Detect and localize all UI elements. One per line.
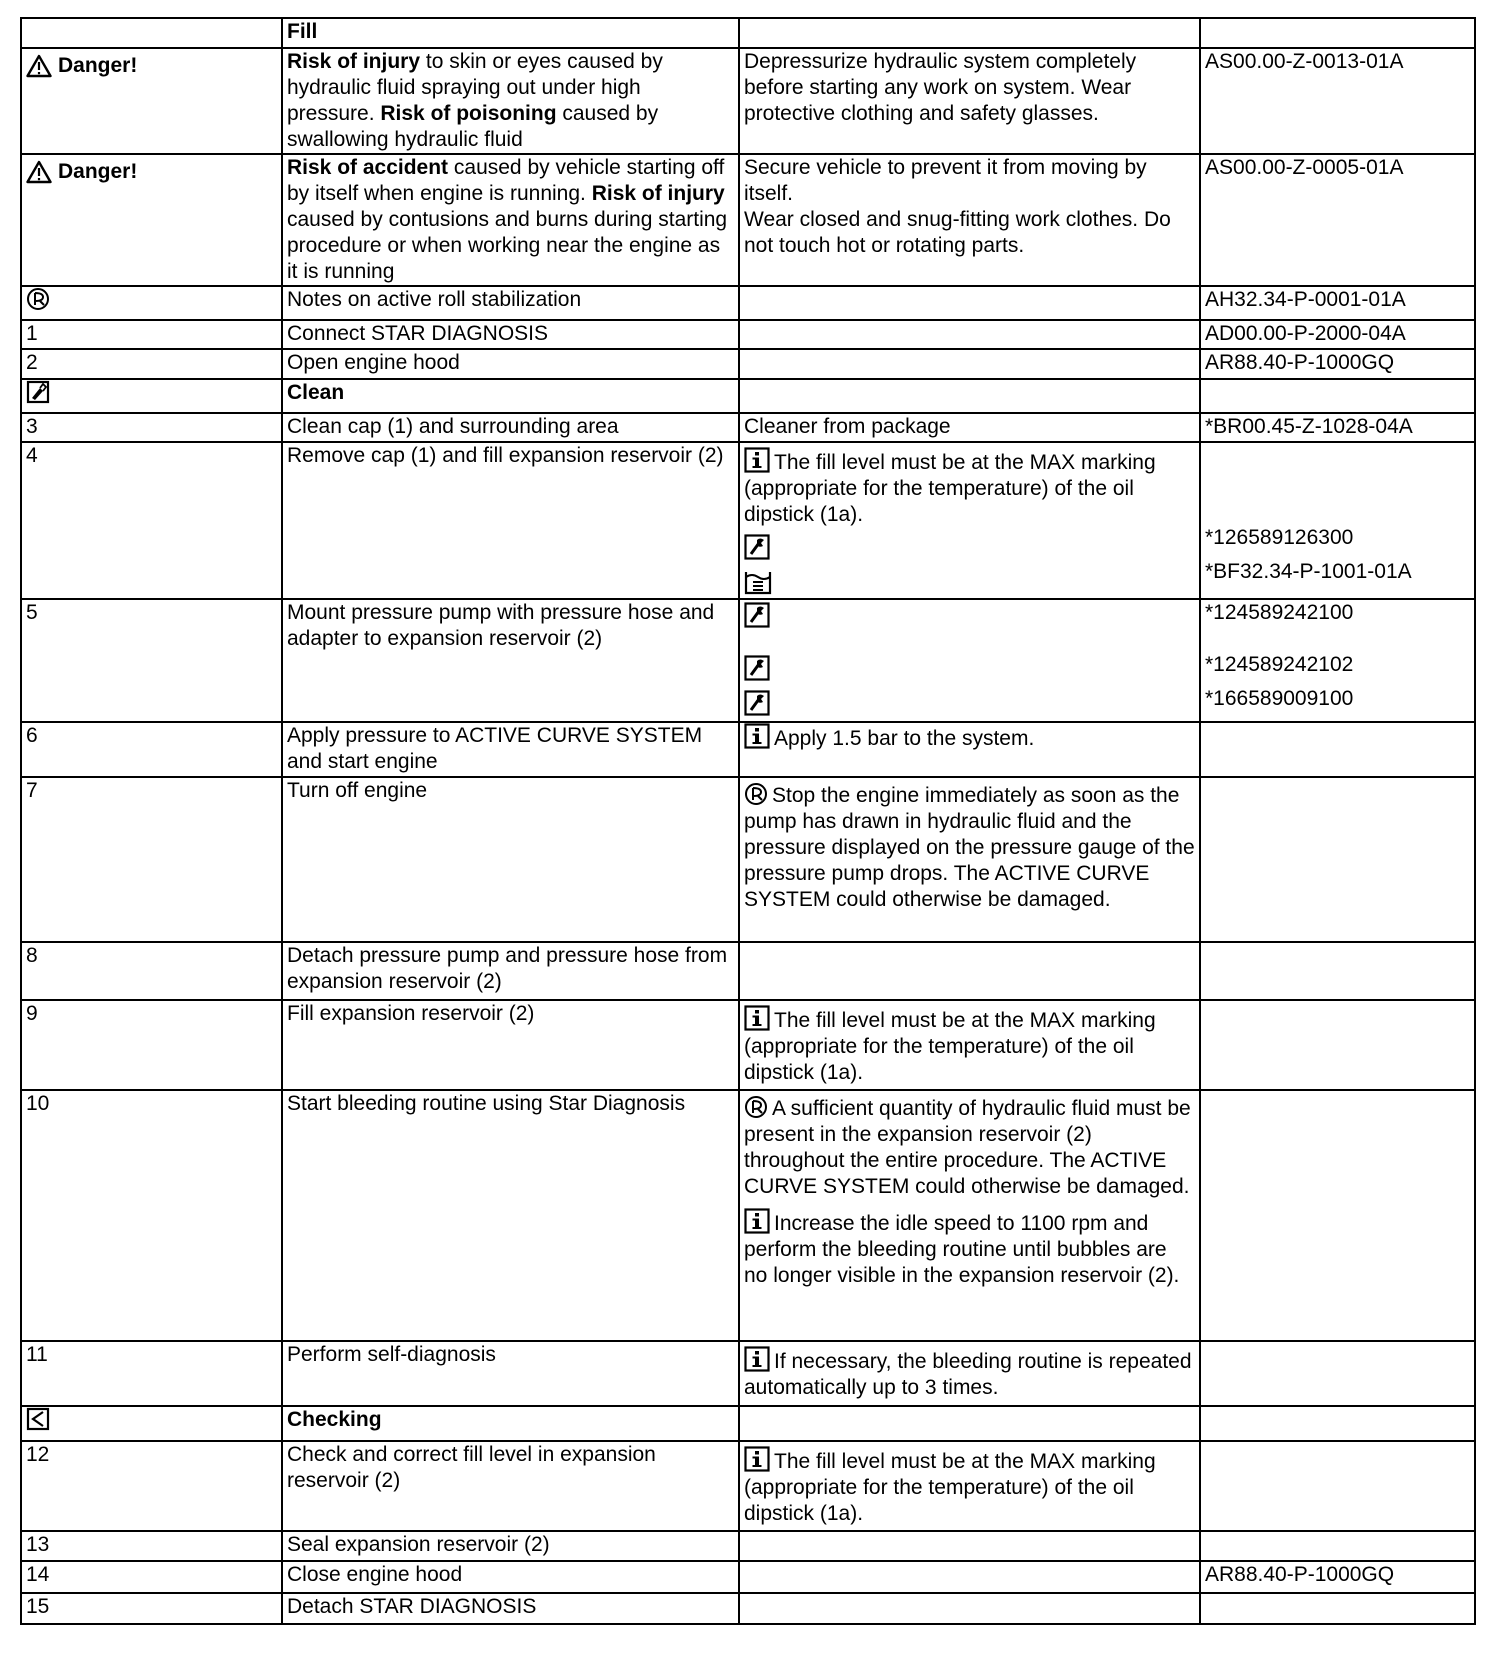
step-note: The fill level must be at the MAX marking (appropriate for the temperature) of the oil dipstick (1a). (744, 1450, 1156, 1525)
section-title-checking: Checking (282, 1406, 739, 1441)
step-number: 7 (21, 777, 282, 942)
cleaning-symbol-icon (26, 380, 50, 404)
step-row (21, 1090, 1475, 1341)
step-text: Check and correct fill level in expansion reservoir (2) (282, 1441, 739, 1531)
step-number: 4 (21, 442, 282, 599)
step-number: 5 (21, 599, 282, 722)
reference-code: AH32.34-P-0001-01A (1200, 286, 1475, 320)
reference-code: *BF32.34-P-1001-01A (1205, 560, 1412, 583)
special-tool-icon (744, 655, 770, 681)
step-text: Turn off engine (282, 777, 739, 942)
step-text: Clean cap (1) and surrounding area (282, 413, 739, 442)
step-row (21, 1341, 1475, 1406)
tool-reference: *124589242102 (1205, 653, 1354, 676)
check-arrow-icon (26, 1407, 50, 1431)
info-icon (744, 1346, 770, 1372)
section-row-clean (21, 379, 1475, 413)
step-note: Stop the engine immediately as soon as the pump has drawn in hydraulic fluid and the pressure displayed on the pressure gauge of the pressure pump drops. The ACTIVE CURVE SYSTEM could otherwise be damaged. (744, 784, 1195, 911)
info-icon (744, 1446, 770, 1472)
reference-code: AR88.40-P-1000GQ (1200, 349, 1475, 379)
step-number: 13 (21, 1531, 282, 1561)
step-number: 3 (21, 413, 282, 442)
risk-description: Risk of injury to skin or eyes caused by hydraulic fluid spraying out under high pressure. Risk of poisoning caused by swallowing hydraulic fluid (282, 48, 739, 154)
notes-symbol-icon (744, 782, 768, 806)
safety-measure: Secure vehicle to prevent it from moving by itself. Wear closed and snug-fitting work clothes. Do not touch hot or rotating parts. (739, 154, 1200, 286)
step-note: A sufficient quantity of hydraulic fluid must be present in the expansion reservoir (2) throughout the entire procedure. The ACTIVE CURVE SYSTEM could otherwise be damaged. (744, 1097, 1191, 1198)
step-note: The fill level must be at the MAX marking (appropriate for the temperature) of the oil dipstick (1a). (744, 451, 1156, 526)
notes-row: Notes on active roll stabilization AH32.34-P-0001-01A (21, 286, 1475, 320)
step-row (21, 442, 1475, 599)
notes-symbol-icon (744, 1095, 768, 1119)
reference-code: AR88.40-P-1000GQ (1200, 1561, 1475, 1593)
tool-reference: *126589126300 (1205, 526, 1354, 549)
reference-code: AD00.00-P-2000-04A (1200, 320, 1475, 349)
step-number: 15 (21, 1593, 282, 1624)
reference-code: *BR00.45-Z-1028-04A (1200, 413, 1475, 442)
risk-description: Risk of accident caused by vehicle starting off by itself when engine is running. Risk of injury caused by contusions and burns during starting procedure or when working near the engine as it is running (282, 154, 739, 286)
section-row-checking (21, 1406, 1475, 1441)
step-row (21, 1441, 1475, 1531)
section-title-fill: Fill (282, 18, 739, 48)
step-row (21, 349, 1475, 379)
danger-row (21, 154, 1475, 286)
procedure-table (20, 17, 1476, 1625)
step-note: Cleaner from package (739, 413, 1200, 442)
step-row (21, 1531, 1475, 1561)
step-row (21, 413, 1475, 442)
special-tool-icon (744, 602, 770, 628)
info-icon (744, 1005, 770, 1031)
tool-reference: *124589242100 (1205, 601, 1354, 624)
step-text: Fill expansion reservoir (2) (282, 1000, 739, 1090)
reference-code: AS00.00-Z-0013-01A (1200, 48, 1475, 154)
step-note: Apply 1.5 bar to the system. (774, 727, 1035, 750)
step-note: Increase the idle speed to 1100 rpm and perform the bleeding routine until bubbles are no longer visible in the expansion reservoir (2). (744, 1212, 1180, 1287)
danger-label: Danger! (58, 160, 138, 183)
warning-triangle-icon (26, 54, 52, 78)
step-note: The fill level must be at the MAX marking (appropriate for the temperature) of the oil dipstick (1a). (744, 1009, 1156, 1084)
step-row (21, 722, 1475, 777)
step-text: Start bleeding routine using Star Diagnosis (282, 1090, 739, 1341)
step-number: 11 (21, 1341, 282, 1406)
special-tool-icon (744, 690, 770, 716)
step-text: Remove cap (1) and fill expansion reservoir (2) (282, 442, 739, 599)
step-text: Apply pressure to ACTIVE CURVE SYSTEM and start engine (282, 722, 739, 777)
step-note: If necessary, the bleeding routine is repeated automatically up to 3 times. (744, 1350, 1192, 1399)
info-icon (744, 723, 770, 749)
danger-row (21, 48, 1475, 154)
step-number: 9 (21, 1000, 282, 1090)
info-icon (744, 447, 770, 473)
reference-code: AS00.00-Z-0005-01A (1200, 154, 1475, 286)
step-text: Mount pressure pump with pressure hose and adapter to expansion reservoir (2) (282, 599, 739, 722)
step-row (21, 320, 1475, 349)
step-number: 12 (21, 1441, 282, 1531)
step-text: Perform self-diagnosis (282, 1341, 739, 1406)
step-number: 2 (21, 349, 282, 379)
step-row (21, 599, 1475, 722)
step-text: Detach STAR DIAGNOSIS (282, 1593, 739, 1624)
warning-triangle-icon (26, 160, 52, 184)
step-text: Connect STAR DIAGNOSIS (282, 320, 739, 349)
step-number: 1 (21, 320, 282, 349)
notes-symbol-icon (26, 287, 50, 311)
info-icon (744, 1208, 770, 1234)
step-number: 8 (21, 942, 282, 1000)
step-text: Detach pressure pump and pressure hose from expansion reservoir (2) (282, 942, 739, 1000)
fluid-spec-icon (744, 569, 772, 595)
special-tool-icon (744, 534, 770, 560)
step-text: Close engine hood (282, 1561, 739, 1593)
section-title-clean: Clean (282, 379, 739, 413)
safety-measure: Depressurize hydraulic system completely before starting any work on system. Wear protective clothing and safety glasses. (739, 48, 1200, 154)
step-row (21, 1561, 1475, 1593)
step-text: Seal expansion reservoir (2) (282, 1531, 739, 1561)
step-row (21, 1593, 1475, 1624)
step-text: Open engine hood (282, 349, 739, 379)
section-row-fill (21, 18, 1475, 48)
step-number: 14 (21, 1561, 282, 1593)
step-number: 6 (21, 722, 282, 777)
step-row (21, 777, 1475, 942)
step-row (21, 942, 1475, 1000)
step-number: 10 (21, 1090, 282, 1341)
step-row (21, 1000, 1475, 1090)
tool-reference: *166589009100 (1205, 687, 1354, 710)
danger-label: Danger! (58, 54, 138, 77)
